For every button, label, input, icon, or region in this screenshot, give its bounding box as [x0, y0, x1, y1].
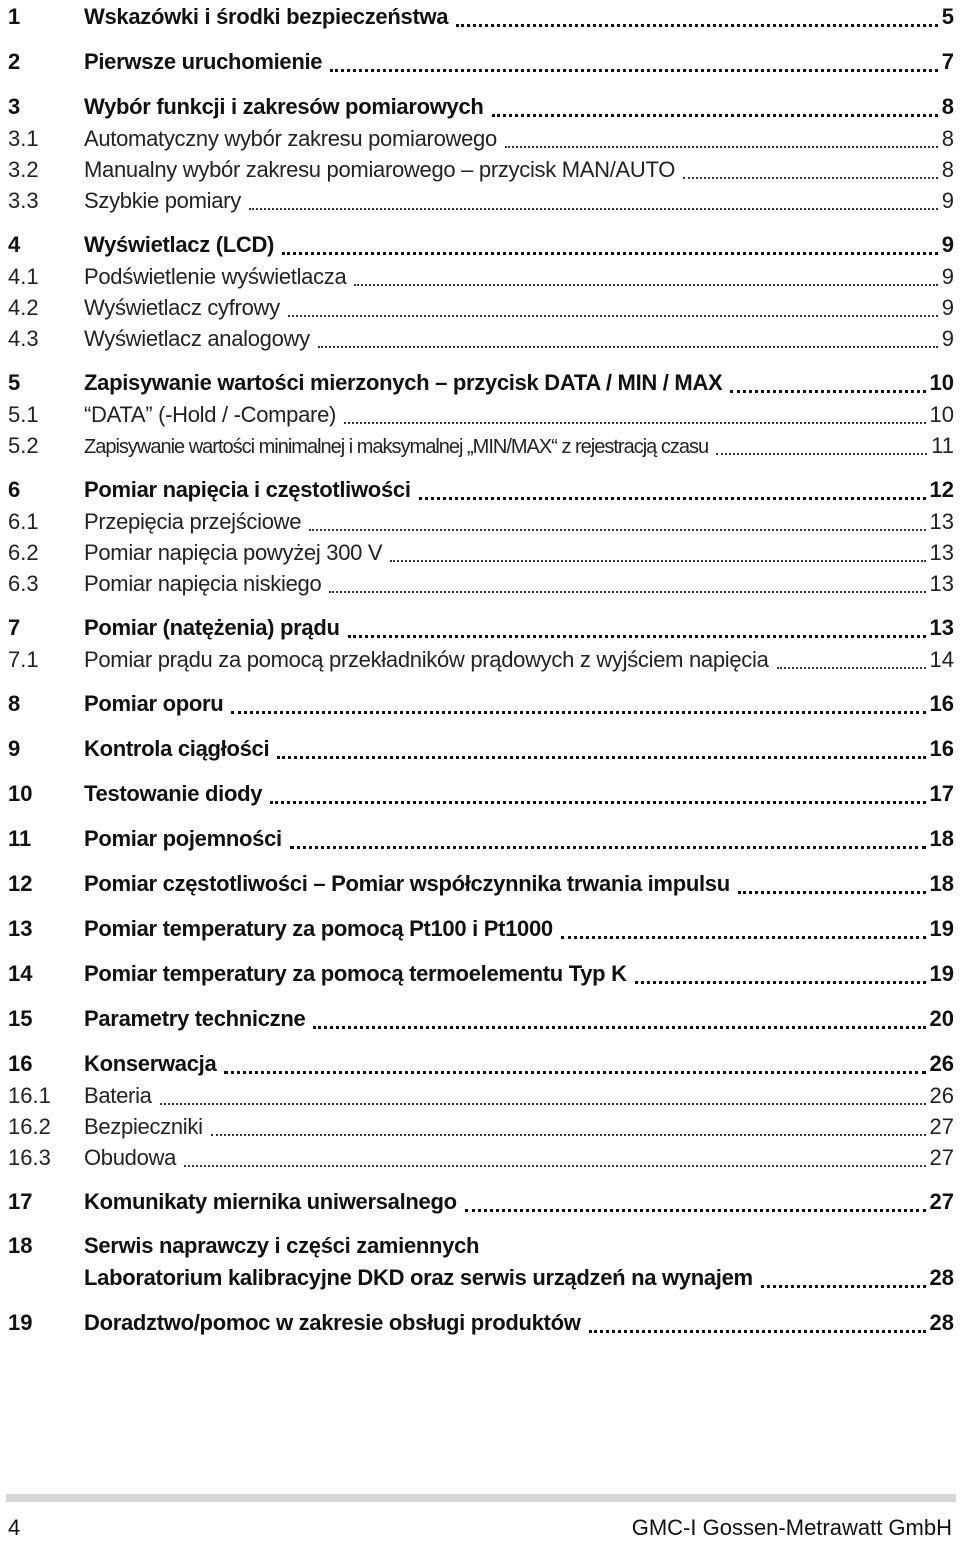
toc-chapter-entry[interactable]: [8, 912, 954, 945]
dot-leader: [270, 779, 925, 804]
toc-section-entry[interactable]: [8, 399, 954, 430]
dot-leader: [456, 2, 938, 27]
toc-entry-title: Wyświetlacz analogowy: [84, 326, 310, 351]
toc-entry-number: 7.1: [8, 647, 39, 672]
dot-leader: [419, 475, 926, 500]
dot-leader: [777, 645, 926, 669]
toc-section-entry[interactable]: [8, 537, 954, 568]
dot-leader: [282, 230, 938, 255]
toc-chapter-entry[interactable]: [8, 1306, 954, 1339]
dot-leader: [716, 431, 927, 455]
dot-leader: [492, 92, 938, 117]
toc-entry-title: Pomiar prądu za pomocą przekładników prądowych z wyjściem napięcia: [84, 647, 769, 672]
dot-leader: [761, 1263, 926, 1288]
toc-chapter-entry[interactable]: [8, 611, 954, 644]
toc-chapter-entry[interactable]: [8, 366, 954, 399]
toc-entry-number: 6.1: [8, 509, 39, 534]
toc-section-entry[interactable]: [8, 506, 954, 537]
footer-divider: [6, 1494, 956, 1502]
toc-entry-title: Doradztwo/pomoc w zakresie obsługi produktów: [84, 1310, 581, 1335]
toc-entry-page: 28: [929, 1265, 954, 1290]
toc-chapter-entry[interactable]: [8, 228, 954, 261]
toc-entry-title: “DATA” (-Hold / -Compare): [84, 402, 337, 427]
toc-entry-page: 16: [929, 736, 954, 761]
toc-entry-page: 5: [941, 4, 954, 29]
toc-entry-page: 27: [929, 1114, 954, 1139]
toc-entry-page: 26: [929, 1083, 954, 1108]
toc-entry-title: Serwis naprawczy i części zamiennych: [84, 1233, 480, 1258]
toc-entry-number: 5: [8, 370, 21, 395]
toc-section-entry[interactable]: [8, 185, 954, 216]
toc-entry-title: Wskazówki i środki bezpieczeństwa: [84, 4, 449, 29]
toc-entry-page: 19: [929, 961, 954, 986]
dot-leader: [390, 538, 925, 562]
toc-entry-page: 17: [929, 781, 954, 806]
dot-leader: [561, 914, 926, 939]
dot-leader: [465, 1187, 926, 1212]
dot-leader: [288, 293, 938, 317]
toc-entry-page: 9: [941, 295, 954, 320]
dot-leader: [211, 1112, 926, 1136]
toc-entry-title: Kontrola ciągłości: [84, 736, 270, 761]
dot-leader: [348, 613, 926, 638]
toc-entry-title: Konserwacja: [84, 1051, 217, 1076]
toc-chapter-entry[interactable]: [8, 1002, 954, 1035]
toc-entry-number: 15: [8, 1006, 33, 1031]
toc-entry-title: Bateria: [84, 1083, 152, 1108]
toc-entry-page: 16: [929, 691, 954, 716]
dot-leader: [231, 689, 925, 714]
toc-entry-page: 26: [929, 1051, 954, 1076]
toc-entry-number: 16.1: [8, 1083, 51, 1108]
toc-entry-title: Pomiar oporu: [84, 691, 224, 716]
toc-entry-page: 9: [941, 188, 954, 213]
toc-entry-title: Komunikaty miernika uniwersalnego: [84, 1189, 457, 1214]
toc-entry-number: 18: [8, 1233, 33, 1258]
toc-entry-number: 13: [8, 916, 33, 941]
dot-leader: [589, 1308, 926, 1333]
toc-entry-page: 19: [929, 916, 954, 941]
footer-brand: GMC-I Gossen-Metrawatt GmbH: [631, 1515, 952, 1540]
toc-entry-number: 4.2: [8, 295, 39, 320]
page-number: 4: [8, 1515, 21, 1540]
toc-entry-page: 20: [929, 1006, 954, 1031]
toc-entry-page: 10: [929, 370, 954, 395]
toc-entry-number: 4.1: [8, 264, 39, 289]
toc-entry-number: 5.2: [8, 433, 39, 458]
toc-entry-title: Pomiar temperatury za pomocą termoelementu Typ K: [84, 961, 627, 986]
toc-entry-page: 18: [929, 826, 954, 851]
toc-section-entry[interactable]: [8, 1111, 954, 1142]
toc-section-entry[interactable]: [8, 568, 954, 599]
toc-section-entry[interactable]: [8, 644, 954, 675]
toc-entry-page: 8: [941, 94, 954, 119]
toc-entry-number: 19: [8, 1310, 33, 1335]
dot-leader: [160, 1081, 926, 1105]
toc-entry-title: Manualny wybór zakresu pomiarowego – przycisk MAN/AUTO: [84, 157, 676, 182]
dot-leader: [277, 734, 925, 759]
toc-section-entry[interactable]: [8, 154, 954, 185]
toc-entry-title: Pomiar (natężenia) prądu: [84, 615, 340, 640]
toc-entry-number: 7: [8, 615, 21, 640]
toc-entry-title-line2: Laboratorium kalibracyjne DKD oraz serwis urządzeń na wynajem: [84, 1265, 753, 1290]
toc-chapter-entry[interactable]: [8, 0, 954, 33]
toc-section-entry[interactable]: [8, 123, 954, 154]
toc-entry-page: 14: [929, 647, 954, 672]
toc-entry-number: 3.1: [8, 126, 39, 151]
toc-entry-number: 4: [8, 232, 21, 257]
toc-entry-title: Pierwsze uruchomienie: [84, 49, 323, 74]
toc-entry-title: Wybór funkcji i zakresów pomiarowych: [84, 94, 484, 119]
toc-chapter-entry[interactable]: [8, 777, 954, 810]
toc-chapter-entry[interactable]: [8, 473, 954, 506]
toc-entry-page: 11: [931, 433, 954, 458]
toc-entry-page: 12: [929, 477, 954, 502]
toc-entry-page: 10: [929, 402, 954, 427]
dot-leader: [730, 368, 925, 393]
toc-entry-number: 10: [8, 781, 33, 806]
dot-leader: [184, 1143, 925, 1167]
toc-chapter-entry[interactable]: [8, 732, 954, 765]
dot-leader: [505, 124, 938, 148]
toc-section-entry[interactable]: [8, 1080, 954, 1111]
toc-entry-number: 3.2: [8, 157, 39, 182]
toc-entry-title: Zapisywanie wartości minimalnej i maksymalnej „MIN/MAX“ z rejestracją czasu: [84, 436, 709, 458]
toc-entry-title: Wyświetlacz cyfrowy: [84, 295, 280, 320]
toc-entry-page: 8: [941, 126, 954, 151]
dot-leader: [738, 869, 926, 894]
toc-entry-title: Automatyczny wybór zakresu pomiarowego: [84, 126, 497, 151]
toc-chapter-entry[interactable]: [8, 867, 954, 900]
toc-entry-number: 6: [8, 477, 21, 502]
dot-leader: [330, 47, 938, 72]
toc-entry-number: 16.2: [8, 1114, 51, 1139]
toc-entry-number: 3: [8, 94, 21, 119]
toc-entry-number: 8: [8, 691, 21, 716]
toc-entry-page: 28: [929, 1310, 954, 1335]
dot-leader: [224, 1049, 925, 1074]
toc-entry-page: 13: [929, 509, 954, 534]
toc-section-entry[interactable]: [8, 261, 954, 292]
dot-leader: [290, 824, 926, 849]
toc-entry-title: Zapisywanie wartości mierzonych – przycisk DATA / MIN / MAX: [84, 370, 723, 395]
toc-chapter-entry[interactable]: [8, 1230, 954, 1294]
toc-section-entry[interactable]: [8, 323, 954, 354]
toc-entry-number: 1: [8, 4, 21, 29]
toc-entry-page: 27: [929, 1189, 954, 1214]
toc-chapter-entry[interactable]: [8, 822, 954, 855]
dot-leader: [309, 507, 925, 531]
toc-entry-title: Przepięcia przejściowe: [84, 509, 302, 534]
toc-entry-number: 6.2: [8, 540, 39, 565]
toc-entry-number: 16: [8, 1051, 33, 1076]
dot-leader: [329, 569, 925, 593]
toc-entry-number: 11: [8, 826, 32, 851]
toc-chapter-entry[interactable]: [8, 90, 954, 123]
toc-section-entry[interactable]: [8, 430, 954, 461]
toc-entry-page: 7: [941, 49, 954, 74]
toc-entry-page: 27: [929, 1145, 954, 1170]
toc-entry-number: 6.3: [8, 571, 39, 596]
toc-entry-title: Bezpieczniki: [84, 1114, 203, 1139]
toc-entry-title: Pomiar napięcia niskiego: [84, 571, 322, 596]
toc-entry-title: Pomiar napięcia powyżej 300 V: [84, 540, 383, 565]
toc-entry-number: 4.3: [8, 326, 39, 351]
toc-entry-page: 13: [929, 571, 954, 596]
toc-entry-title: Parametry techniczne: [84, 1006, 306, 1031]
toc-entry-page: 13: [929, 540, 954, 565]
toc-entry-number: 14: [8, 961, 33, 986]
toc-entry-number: 2: [8, 49, 21, 74]
toc-entry-page: 9: [941, 326, 954, 351]
toc-chapter-entry[interactable]: [8, 957, 954, 990]
toc-entry-title: Pomiar pojemności: [84, 826, 282, 851]
toc-entry-page: 13: [929, 615, 954, 640]
toc-entry-title: Podświetlenie wyświetlacza: [84, 264, 347, 289]
toc-entry-title: Obudowa: [84, 1145, 177, 1170]
toc-entry-page: 18: [929, 871, 954, 896]
toc-entry-number: 16.3: [8, 1145, 51, 1170]
toc-entry-page: 9: [941, 264, 954, 289]
toc-entry-title: Wyświetlacz (LCD): [84, 232, 275, 257]
toc-entry-title: Pomiar napięcia i częstotliwości: [84, 477, 411, 502]
toc-entry-number: 12: [8, 871, 33, 896]
toc-section-entry[interactable]: [8, 1142, 954, 1173]
toc-section-entry[interactable]: [8, 292, 954, 323]
dot-leader: [354, 262, 937, 286]
toc-entry-title: Pomiar temperatury za pomocą Pt100 i Pt1000: [84, 916, 553, 941]
toc-chapter-entry[interactable]: [8, 687, 954, 720]
toc-entry-number: 17: [8, 1189, 33, 1214]
dot-leader: [318, 324, 938, 348]
toc-entry-number: 5.1: [8, 402, 39, 427]
toc-chapter-entry[interactable]: [8, 1185, 954, 1218]
dot-leader: [683, 155, 938, 179]
toc-entry-page: 9: [941, 232, 954, 257]
toc-entry-number: 9: [8, 736, 21, 761]
toc-chapter-entry[interactable]: [8, 45, 954, 78]
table-of-contents: [8, 0, 954, 1339]
toc-entry-title: Pomiar częstotliwości – Pomiar współczynnika trwania impulsu: [84, 871, 730, 896]
dot-leader: [344, 400, 925, 424]
toc-entry-title: Testowanie diody: [84, 781, 263, 806]
dot-leader: [313, 1004, 925, 1029]
dot-leader: [249, 186, 938, 210]
toc-chapter-entry[interactable]: [8, 1047, 954, 1080]
dot-leader: [635, 959, 926, 984]
toc-entry-page: 8: [941, 157, 954, 182]
toc-entry-title: Szybkie pomiary: [84, 188, 241, 213]
toc-entry-number: 3.3: [8, 188, 39, 213]
